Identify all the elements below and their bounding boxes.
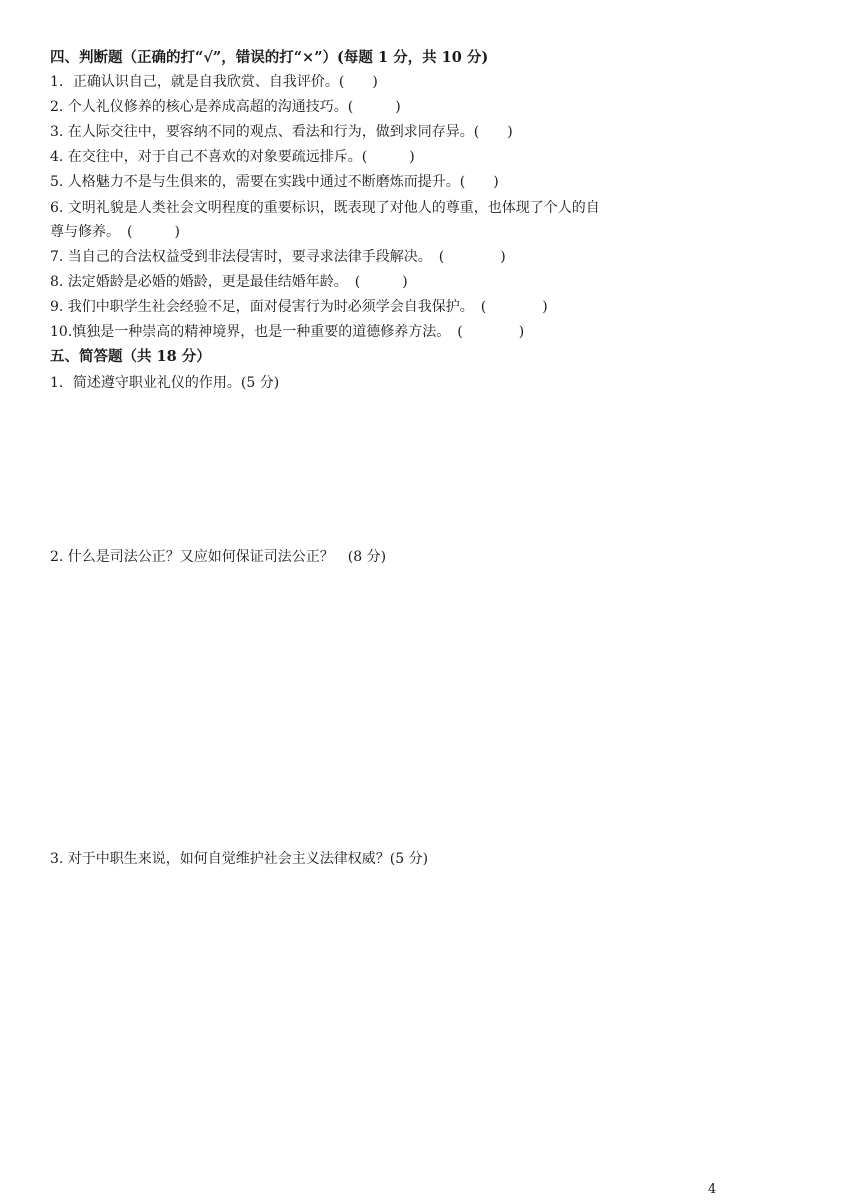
judgment-item-1: 1．正确认识自己，就是自我欣赏、自我评价。( ) bbox=[50, 74, 378, 90]
short-answer-question-2: 2. 什么是司法公正？又应如何保证司法公正？ (8 分) bbox=[50, 549, 387, 565]
short-answer-question-3: 3. 对于中职生来说，如何自觉维护社会主义法律权威？(5 分) bbox=[50, 851, 429, 867]
judgment-item-4: 4. 在交往中，对于自己不喜欢的对象要疏远排斥。( ) bbox=[50, 149, 415, 165]
judgment-item-8: 8. 法定婚龄是必婚的婚龄，更是最佳结婚年龄。 ( ) bbox=[50, 274, 408, 290]
page-number: 4 bbox=[708, 1182, 717, 1197]
judgment-item-6-continued: 尊与修养。 ( ) bbox=[50, 224, 180, 240]
judgment-item-2: 2. 个人礼仪修养的核心是养成高超的沟通技巧。( ) bbox=[50, 99, 401, 115]
judgment-item-10: 10.慎独是一种崇高的精神境界，也是一种重要的道德修养方法。 ( ) bbox=[50, 324, 525, 340]
judgment-item-6: 6. 文明礼貌是人类社会文明程度的重要标识，既表现了对他人的尊重，也体现了个人的自 bbox=[50, 200, 600, 216]
judgment-item-3: 3. 在人际交往中，要容纳不同的观点、看法和行为，做到求同存异。( ) bbox=[50, 124, 513, 140]
judgment-item-9: 9. 我们中职学生社会经验不足，面对侵害行为时必须学会自我保护。 ( ) bbox=[50, 299, 548, 315]
judgment-item-7: 7. 当自己的合法权益受到非法侵害时，要寻求法律手段解决。 ( ) bbox=[50, 249, 506, 265]
section-5-heading: 五、简答题（共 18 分） bbox=[50, 348, 211, 365]
section-4-heading: 四、判断题（正确的打“√”，错误的打“×”）(每题 1 分，共 10 分) bbox=[50, 49, 489, 66]
short-answer-question-1: 1．简述遵守职业礼仪的作用。(5 分) bbox=[50, 375, 280, 391]
judgment-item-5: 5. 人格魅力不是与生俱来的，需要在实践中通过不断磨炼而提升。( ) bbox=[50, 174, 499, 190]
